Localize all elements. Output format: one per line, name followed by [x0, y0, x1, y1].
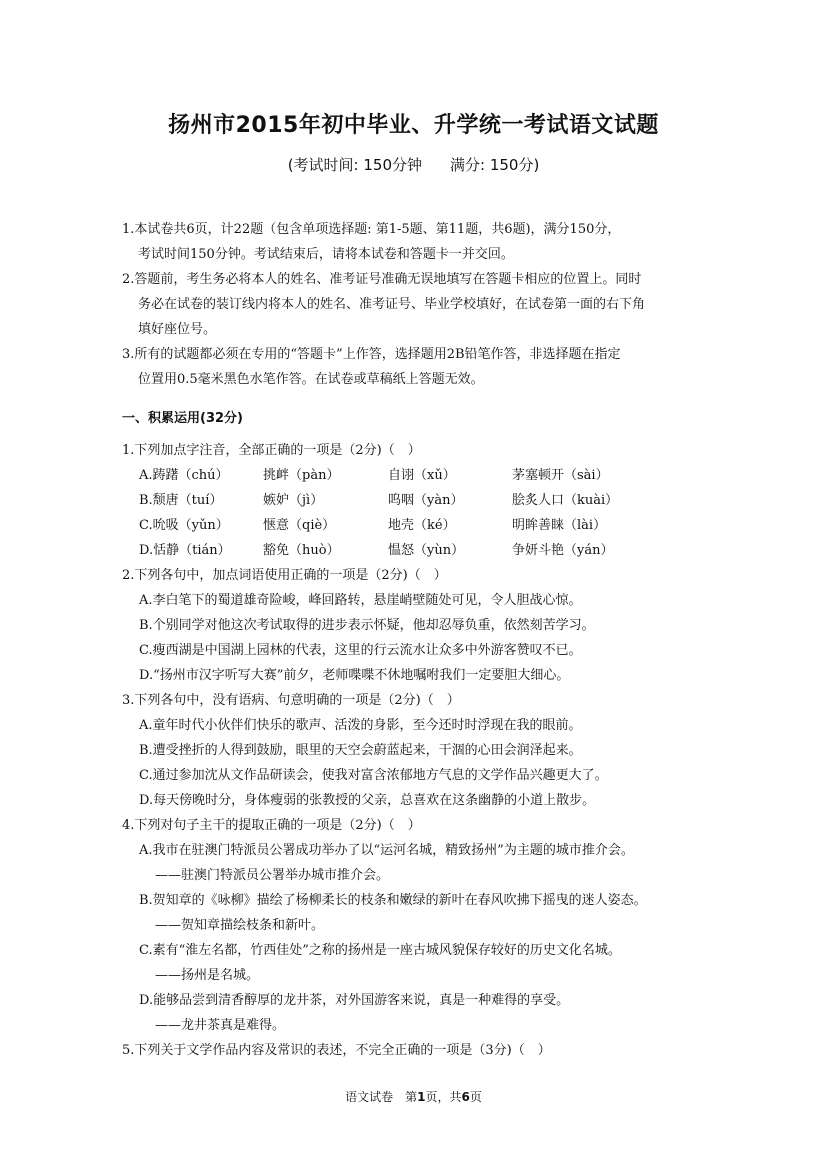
- instruction-line: 3.所有的试题都必须在专用的“答题卡”上作答，选择题用2B铅笔作答，非选择题在指定: [122, 347, 621, 362]
- answer-option: A.李白笔下的蜀道雄奇险峻，峰回路转，悬崖峭壁随处可见，令人胆战心惊。: [139, 593, 582, 608]
- pinyin-option: D.恬静（tián）: [139, 543, 231, 558]
- section-heading: 一、积累运用(32分): [122, 411, 243, 426]
- pinyin-option: 明眸善睐（lài）: [512, 518, 607, 533]
- answer-option: A.童年时代小伙伴们快乐的歌声、活泼的身影，至今还时时浮现在我的眼前。: [139, 718, 582, 733]
- instruction-line: 填好座位号。: [138, 322, 217, 337]
- answer-option-result: ——驻澳门特派员公署举办城市推介会。: [155, 868, 390, 883]
- answer-option: D.“扬州市汉字听写大赛”前夕，老师喋喋不休地嘱咐我们一定要胆大细心。: [139, 668, 570, 683]
- page-footer: [0, 1088, 827, 1105]
- exam-full-score: 满分: 150分): [450, 156, 540, 174]
- question-stem: 3.下列各句中，没有语病、句意明确的一项是（2分)（ ）: [122, 693, 460, 708]
- footer-suffix: 页: [469, 1090, 482, 1104]
- instruction-line: 务必在试卷的装订线内将本人的姓名、准考证号、毕业学校填好，在试卷第一面的右下角: [138, 297, 646, 312]
- answer-option: D.能够品尝到清香醇厚的龙井茶，对外国游客来说，真是一种难得的享受。: [139, 993, 570, 1008]
- pinyin-option: 脍炙人口（kuài）: [512, 493, 619, 508]
- pinyin-option: 争妍斗艳（yán）: [512, 543, 614, 558]
- pinyin-option: 嫉妒（jì）: [263, 493, 324, 508]
- answer-option: B.贺知章的《咏柳》描绘了杨柳柔长的枝条和嫩绿的新叶在春风吹拂下摇曳的迷人姿态。: [139, 893, 647, 908]
- instruction-line: 1.本试卷共6页，计22题（包含单项选择题: 第1-5题、第11题，共6题)，满分150分，: [122, 222, 621, 237]
- answer-option: C.瘦西湖是中国湖上园林的代表，这里的行云流水让众多中外游客赞叹不已。: [139, 643, 582, 658]
- exam-time: (考试时间: 150分钟: [287, 156, 422, 174]
- footer-mid: 页，共: [425, 1090, 462, 1104]
- pinyin-option: 地壳（ké）: [388, 518, 456, 533]
- pinyin-option: 茅塞顿开（sài）: [512, 468, 609, 483]
- answer-option: D.每天傍晚时分，身体瘦弱的张教授的父亲，总喜欢在这条幽静的小道上散步。: [139, 793, 596, 808]
- pinyin-option: 自诩（xǔ）: [388, 468, 456, 483]
- question-stem: 5.下列关于文学作品内容及常识的表述，不完全正确的一项是（3分)（ ）: [122, 1043, 551, 1058]
- pinyin-option: B.颓唐（tuí）: [139, 493, 223, 508]
- answer-option-result: ——扬州是名城。: [155, 968, 260, 983]
- instruction-line: 考试时间150分钟。考试结束后，请将本试卷和答题卡一并交回。: [138, 247, 514, 262]
- instruction-line: 2.答题前，考生务必将本人的姓名、准考证号准确无误地填写在答题卡相应的位置上。同时: [122, 272, 642, 287]
- answer-option-result: ——龙井茶真是难得。: [155, 1018, 286, 1033]
- answer-option: B.个别同学对他这次考试取得的进步表示怀疑，他却忍辱负重，依然刻苦学习。: [139, 618, 595, 633]
- question-stem: 1.下列加点字注音，全部正确的一项是（2分)（ ）: [122, 443, 421, 458]
- answer-option: C.素有“淮左名都，竹西佳处”之称的扬州是一座古城风貌保存较好的历史文化名城。: [139, 943, 621, 958]
- instruction-line: 位置用0.5毫米黑色水笔作答。在试卷或草稿纸上答题无效。: [138, 372, 484, 387]
- answer-option-result: ——贺知章描绘枝条和新叶。: [155, 918, 325, 933]
- answer-option: B.遭受挫折的人得到鼓励，眼里的天空会蔚蓝起来，干涸的心田会润泽起来。: [139, 743, 582, 758]
- pinyin-option: 挑衅（pàn）: [263, 468, 340, 483]
- page-number: 1: [417, 1090, 426, 1104]
- pinyin-option: 愠怒（yùn）: [388, 543, 465, 558]
- pinyin-option: A.踌躇（chú）: [139, 468, 229, 483]
- page-title: 扬州市2015年初中毕业、升学统一考试语文试题: [168, 113, 659, 138]
- pinyin-option: 豁免（huò）: [263, 543, 340, 558]
- page-total: 6: [461, 1090, 470, 1104]
- pinyin-option: C.吮吸（yǔn）: [139, 518, 229, 533]
- footer-prefix: 语文试卷 第: [345, 1090, 418, 1104]
- exam-info: [0, 154, 827, 175]
- question-stem: 2.下列各句中，加点词语使用正确的一项是（2分)（ ）: [122, 568, 447, 583]
- question-stem: 4.下列对句子主干的提取正确的一项是（2分)（ ）: [122, 818, 421, 833]
- answer-option: C.通过参加沈从文作品研读会，使我对富含浓郁地方气息的文学作品兴趣更大了。: [139, 768, 608, 783]
- pinyin-option: 惬意（qiè）: [263, 518, 336, 533]
- answer-option: A.我市在驻澳门特派员公署成功举办了以“运河名城，精致扬州”为主题的城市推介会。: [139, 843, 634, 858]
- pinyin-option: 呜咽（yàn）: [388, 493, 464, 508]
